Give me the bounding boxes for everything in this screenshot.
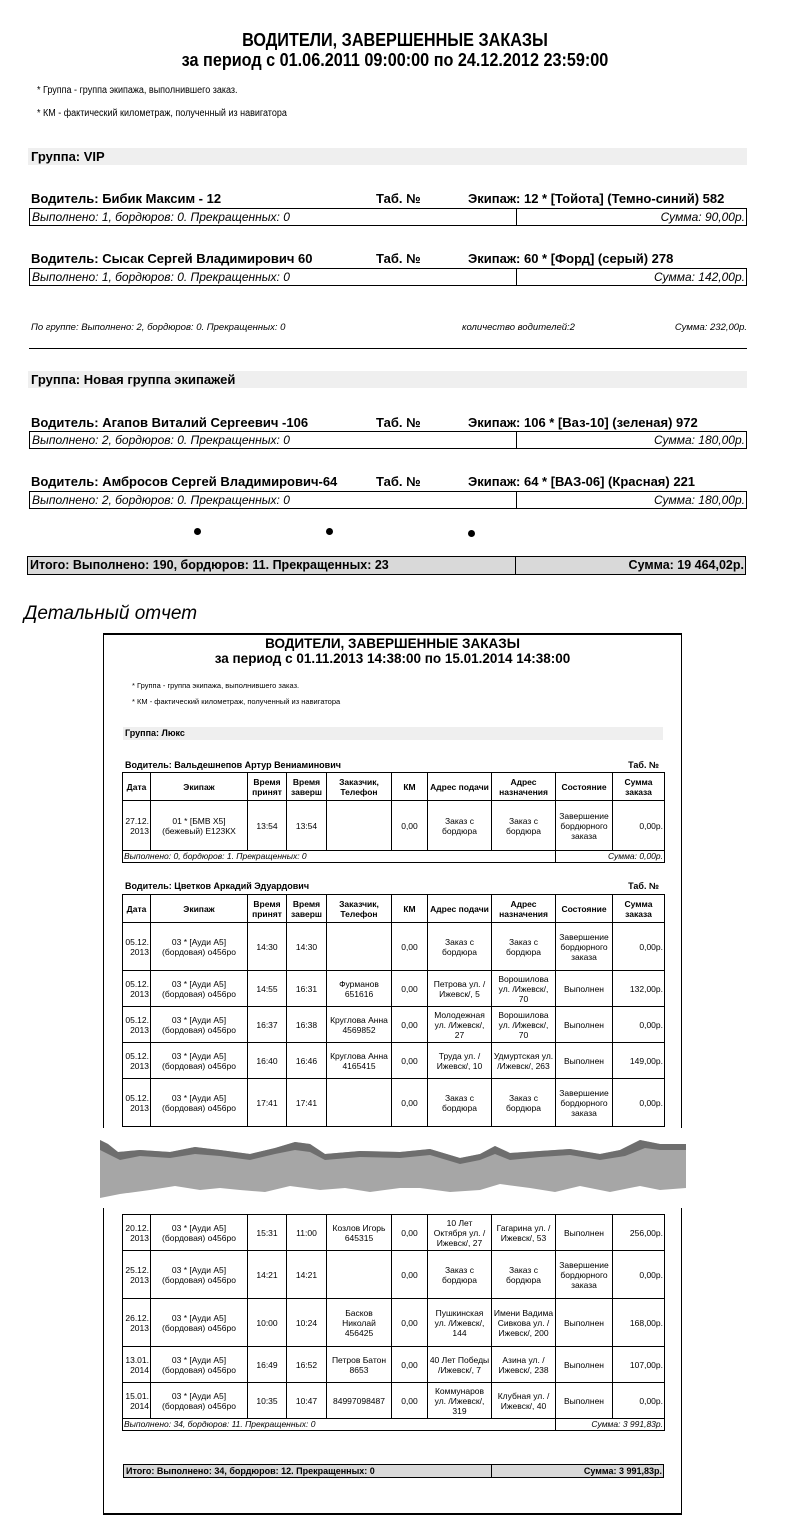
col-customer: Заказчик, Телефон: [327, 773, 392, 801]
cell-km: 0,00: [392, 801, 428, 851]
cell-finished: 10:47: [287, 1383, 327, 1419]
driver-summary-row: [29, 268, 747, 286]
cell-date: 13.01. 2014: [123, 1347, 151, 1383]
report-title: ВОДИТЕЛИ, ЗАВЕРШЕННЫЕ ЗАКАЗЫ: [265, 636, 520, 651]
table-row: [123, 1215, 665, 1251]
cell-from: Коммунаров ул. /Ижевск/, 319: [428, 1383, 492, 1419]
group-total-sum: Сумма: 232,00р.: [674, 322, 747, 333]
cell-customer: 84997098487: [327, 1383, 392, 1419]
grand-total-row: [27, 556, 746, 575]
cell-km: 0,00: [392, 1215, 428, 1251]
cell-from: 40 Лет Победы /Ижевск/, 7: [428, 1347, 492, 1383]
group-header-lux: Группа: Люкс: [123, 727, 663, 740]
driver-stats: Выполнено: 2, бордюров: 0. Прекращенных: 0: [30, 492, 517, 508]
cell-from: Молодежная ул. /Ижевск/, 27: [428, 1007, 492, 1043]
note-group: * Группа - группа экипажа, выполнившего заказ.: [132, 681, 300, 690]
cell-from: Заказ с бордюра: [428, 1251, 492, 1299]
col-crew: Экипаж: [151, 895, 248, 923]
cell-sum: 0,00р.: [613, 923, 665, 971]
cell-from: Труда ул. /Ижевск/, 10: [428, 1043, 492, 1079]
torn-page-break: [100, 1128, 686, 1208]
driver-sum: Сумма: 180,00р.: [653, 493, 745, 507]
ellipsis-dot: [326, 528, 333, 535]
cell-to: Заказ с бордюра: [492, 1251, 556, 1299]
cell-customer: [327, 801, 392, 851]
cell-crew: 03 * [Ауди А5] (бордовая) о456ро: [151, 1007, 248, 1043]
cell-date: 26.12. 2013: [123, 1299, 151, 1347]
cell-sum: 0,00р.: [613, 1251, 665, 1299]
cell-from: Заказ с бордюра: [428, 801, 492, 851]
driver-footer-stats: Выполнено: 34, бордюров: 11. Прекращенных: 0: [123, 1419, 556, 1431]
table-row: [123, 1383, 665, 1419]
cell-accepted: 16:37: [248, 1007, 287, 1043]
cell-accepted: 16:49: [248, 1347, 287, 1383]
cell-accepted: 16:40: [248, 1043, 287, 1079]
table-row: [123, 801, 665, 851]
driver-sum: Сумма: 90,00р.: [660, 210, 745, 224]
cell-to: Ворошилова ул. /Ижевск/, 70: [492, 971, 556, 1007]
cell-crew: 03 * [Ауди А5] (бордовая) о456ро: [151, 1215, 248, 1251]
cell-status: Выполнен: [556, 1383, 613, 1419]
report-title: ВОДИТЕЛИ, ЗАВЕРШЕННЫЕ ЗАКАЗЫ: [242, 30, 548, 50]
col-date: Дата: [123, 773, 151, 801]
cell-crew: 03 * [Ауди А5] (бордовая) о456ро: [151, 1299, 248, 1347]
cell-to: Азина ул. /Ижевск/, 238: [492, 1347, 556, 1383]
driver-footer-stats: Выполнено: 0, бордюров: 1. Прекращенных: 0: [123, 851, 556, 863]
cell-sum: 107,00р.: [613, 1347, 665, 1383]
cell-customer: Фурманов 651616: [327, 971, 392, 1007]
col-accepted: Время принят: [248, 895, 287, 923]
cell-finished: 14:30: [287, 923, 327, 971]
cell-date: 05.12. 2013: [123, 1007, 151, 1043]
driver-summary-row: [29, 208, 747, 226]
table-row: [123, 1347, 665, 1383]
driver-stats: Выполнено: 2, бордюров: 0. Прекращенных: 0: [30, 432, 517, 448]
report-period: за период с 01.11.2013 14:38:00 по 15.01.2014 14:38:00: [214, 651, 571, 666]
cell-accepted: 13:54: [248, 801, 287, 851]
driver-header: [125, 760, 659, 771]
cell-accepted: 14:30: [248, 923, 287, 971]
driver-header: [125, 881, 659, 892]
cell-finished: 17:41: [287, 1079, 327, 1127]
driver-name: Водитель: Амбросов Сергей Владимирович-64: [31, 474, 338, 489]
table-header-row: [123, 773, 665, 801]
cell-customer: [327, 1251, 392, 1299]
col-customer: Заказчик, Телефон: [327, 895, 392, 923]
cell-crew: 03 * [Ауди А5] (бордовая) о456ро: [151, 1043, 248, 1079]
cell-from: Заказ с бордюра: [428, 923, 492, 971]
col-status: Состояние: [556, 895, 613, 923]
driver-header: [31, 251, 747, 267]
crew-label: Экипаж: 64 * [ВАЗ-06] (Красная) 221: [468, 474, 696, 489]
cell-date: 05.12. 2013: [123, 971, 151, 1007]
cell-finished: 14:21: [287, 1251, 327, 1299]
orders-table: [122, 894, 665, 1127]
driver-footer-row: [123, 851, 665, 863]
cell-sum: 0,00р.: [613, 801, 665, 851]
cell-status: Выполнен: [556, 1299, 613, 1347]
orders-table-continued: [122, 1214, 665, 1431]
cell-from: 10 Лет Октября ул. /Ижевск/, 27: [428, 1215, 492, 1251]
cell-finished: 13:54: [287, 801, 327, 851]
driver-footer-sum: Сумма: 0,00р.: [556, 851, 665, 863]
cell-date: 15.01. 2014: [123, 1383, 151, 1419]
cell-finished: 16:46: [287, 1043, 327, 1079]
driver-summary-row: [29, 431, 747, 449]
ellipsis-dot: [194, 528, 201, 535]
cell-status: Завершение бордюрного заказа: [556, 1251, 613, 1299]
group-header-new: Группа: Новая группа экипажей: [28, 371, 747, 388]
cell-status: Выполнен: [556, 971, 613, 1007]
col-crew: Экипаж: [151, 773, 248, 801]
cell-accepted: 14:21: [248, 1251, 287, 1299]
cell-status: Выполнен: [556, 1215, 613, 1251]
driver-header: [31, 415, 747, 431]
driver-name: Водитель: Бибик Максим - 12: [31, 191, 222, 206]
group-header-vip: Группа: VIP: [28, 148, 747, 165]
cell-customer: Круглова Анна 4569852: [327, 1007, 392, 1043]
col-accepted: Время принят: [248, 773, 287, 801]
col-finished: Время заверш: [287, 773, 327, 801]
driver-name: Водитель: Агапов Виталий Сергеевич -106: [31, 415, 309, 430]
driver-sum: Сумма: 142,00р.: [653, 270, 745, 284]
cell-km: 0,00: [392, 1007, 428, 1043]
cell-finished: 16:52: [287, 1347, 327, 1383]
cell-accepted: 15:31: [248, 1215, 287, 1251]
cell-to: Удмуртская ул. /Ижевск/, 263: [492, 1043, 556, 1079]
cell-accepted: 10:00: [248, 1299, 287, 1347]
cell-date: 27.12. 2013: [123, 801, 151, 851]
driver-name: Водитель: Вальдешнепов Артур Вениаминович: [125, 760, 341, 770]
grand-total-stats: Итого: Выполнено: 34, бордюров: 12. Прекращенных: 0: [124, 1465, 492, 1477]
crew-label: Экипаж: 60 * [Форд] (серый) 278: [468, 251, 674, 266]
cell-crew: 03 * [Ауди А5] (бордовая) о456ро: [151, 1079, 248, 1127]
cell-accepted: 10:35: [248, 1383, 287, 1419]
cell-crew: 03 * [Ауди А5] (бордовая) о456ро: [151, 1383, 248, 1419]
driver-name: Водитель: Цветков Аркадий Эдуардович: [125, 881, 310, 891]
driver-stats: Выполнено: 1, бордюров: 0. Прекращенных: 0: [30, 269, 517, 285]
cell-accepted: 17:41: [248, 1079, 287, 1127]
cell-km: 0,00: [392, 1383, 428, 1419]
col-from: Адрес подачи: [428, 895, 492, 923]
cell-date: 05.12. 2013: [123, 1079, 151, 1127]
cell-to: Имени Вадима Сивкова ул. /Ижевск/, 200: [492, 1299, 556, 1347]
driver-footer-sum: Сумма: 3 991,83р.: [556, 1419, 665, 1431]
driver-footer-row: [123, 1419, 665, 1431]
tab-number-label: Таб. №: [628, 760, 659, 770]
cell-customer: [327, 923, 392, 971]
col-to: Адрес назначения: [492, 895, 556, 923]
cell-accepted: 14:55: [248, 971, 287, 1007]
cell-km: 0,00: [392, 1043, 428, 1079]
table-row: [123, 1299, 665, 1347]
cell-km: 0,00: [392, 923, 428, 971]
cell-status: Завершение бордюрного заказа: [556, 923, 613, 971]
crew-label: Экипаж: 106 * [Ваз-10] (зеленая) 972: [468, 415, 698, 430]
tab-number-label: Таб. №: [376, 251, 421, 266]
detailed-report-title: [103, 636, 682, 666]
col-km: КМ: [392, 773, 428, 801]
report-period: за период с 01.06.2011 09:00:00 по 24.12.2012 23:59:00: [181, 50, 609, 70]
cell-crew: 03 * [Ауди А5] (бордовая) о456ро: [151, 1251, 248, 1299]
cell-km: 0,00: [392, 971, 428, 1007]
cell-status: Выполнен: [556, 1007, 613, 1043]
cell-to: Гагарина ул. /Ижевск/, 53: [492, 1215, 556, 1251]
cell-status: Завершение бордюрного заказа: [556, 801, 613, 851]
cell-sum: 168,00р.: [613, 1299, 665, 1347]
table-row: [123, 1079, 665, 1127]
section-caption: Детальный отчет: [24, 603, 198, 624]
note-km: * КМ - фактический километраж, полученный из навигатора: [132, 697, 341, 706]
group-driver-count: количество водителей:2: [462, 322, 575, 333]
cell-from: Петрова ул. /Ижевск/, 5: [428, 971, 492, 1007]
cell-sum: 132,00р.: [613, 971, 665, 1007]
cell-crew: 01 * [БМВ Х5] (бежевый) Е123КХ: [151, 801, 248, 851]
table-row: [123, 971, 665, 1007]
cell-status: Выполнен: [556, 1043, 613, 1079]
cell-sum: 0,00р.: [613, 1007, 665, 1043]
cell-from: Заказ с бордюра: [428, 1079, 492, 1127]
cell-sum: 0,00р.: [613, 1383, 665, 1419]
col-status: Состояние: [556, 773, 613, 801]
cell-sum: 0,00р.: [613, 1079, 665, 1127]
cell-customer: Петров Батон 8653: [327, 1347, 392, 1383]
crew-label: Экипаж: 12 * [Тойота] (Темно-синий) 582: [468, 191, 725, 206]
group-total-stats: По группе: Выполнено: 2, бордюров: 0. Прекращенных: 0: [31, 322, 286, 333]
cell-date: 25.12. 2013: [123, 1251, 151, 1299]
col-km: КМ: [392, 895, 428, 923]
cell-status: Завершение бордюрного заказа: [556, 1079, 613, 1127]
cell-customer: Круглова Анна 4165415: [327, 1043, 392, 1079]
driver-header: [31, 474, 747, 490]
table-row: [123, 1043, 665, 1079]
cell-to: Заказ с бордюра: [492, 923, 556, 971]
driver-header: [31, 191, 747, 207]
cell-crew: 03 * [Ауди А5] (бордовая) о456ро: [151, 923, 248, 971]
tab-number-label: Таб. №: [628, 881, 659, 891]
col-finished: Время заверш: [287, 895, 327, 923]
summary-report-title: [40, 30, 751, 70]
ellipsis-dot: [468, 530, 475, 537]
driver-summary-row: [29, 491, 747, 509]
cell-customer: [327, 1079, 392, 1127]
col-to: Адрес назначения: [492, 773, 556, 801]
tab-number-label: Таб. №: [376, 191, 421, 206]
table-row: [123, 1251, 665, 1299]
grand-total-sum: Сумма: 3 991,83р.: [583, 1466, 662, 1476]
note-group: * Группа - группа экипажа, выполнившего заказ.: [37, 85, 238, 96]
col-sum: Сумма заказа: [613, 773, 665, 801]
cell-km: 0,00: [392, 1299, 428, 1347]
grand-total-stats: Итого: Выполнено: 190, бордюров: 11. Прекращенных: 23: [28, 557, 516, 574]
cell-date: 20.12. 2013: [123, 1215, 151, 1251]
detailed-grand-total-row: [123, 1464, 664, 1478]
table-row: [123, 923, 665, 971]
cell-to: Заказ с бордюра: [492, 1079, 556, 1127]
cell-crew: 03 * [Ауди А5] (бордовая) о456ро: [151, 1347, 248, 1383]
driver-sum: Сумма: 180,00р.: [653, 433, 745, 447]
note-km: * КМ - фактический километраж, полученный из навигатора: [37, 108, 287, 119]
cell-customer: Басков Николай 456425: [327, 1299, 392, 1347]
cell-to: Заказ с бордюра: [492, 801, 556, 851]
col-date: Дата: [123, 895, 151, 923]
grand-total-sum: Сумма: 19 464,02р.: [628, 558, 744, 572]
orders-table: [122, 772, 665, 863]
cell-from: Пушкинская ул. /Ижевск/, 144: [428, 1299, 492, 1347]
cell-status: Выполнен: [556, 1347, 613, 1383]
cell-finished: 10:24: [287, 1299, 327, 1347]
tab-number-label: Таб. №: [376, 415, 421, 430]
driver-name: Водитель: Сысак Сергей Владимирович 60: [31, 251, 313, 266]
cell-to: Ворошилова ул. /Ижевск/, 70: [492, 1007, 556, 1043]
cell-km: 0,00: [392, 1251, 428, 1299]
cell-date: 05.12. 2013: [123, 1043, 151, 1079]
cell-customer: Козлов Игорь 645315: [327, 1215, 392, 1251]
table-header-row: [123, 895, 665, 923]
cell-finished: 11:00: [287, 1215, 327, 1251]
cell-finished: 16:31: [287, 971, 327, 1007]
cell-sum: 256,00р.: [613, 1215, 665, 1251]
col-from: Адрес подачи: [428, 773, 492, 801]
group-divider: [29, 348, 747, 349]
cell-sum: 149,00р.: [613, 1043, 665, 1079]
col-sum: Сумма заказа: [613, 895, 665, 923]
cell-to: Клубная ул. /Ижевск/, 40: [492, 1383, 556, 1419]
table-row: [123, 1007, 665, 1043]
cell-crew: 03 * [Ауди А5] (бордовая) о456ро: [151, 971, 248, 1007]
tab-number-label: Таб. №: [376, 474, 421, 489]
cell-km: 0,00: [392, 1079, 428, 1127]
driver-stats: Выполнено: 1, бордюров: 0. Прекращенных: 0: [30, 209, 517, 225]
cell-date: 05.12. 2013: [123, 923, 151, 971]
cell-km: 0,00: [392, 1347, 428, 1383]
cell-finished: 16:38: [287, 1007, 327, 1043]
